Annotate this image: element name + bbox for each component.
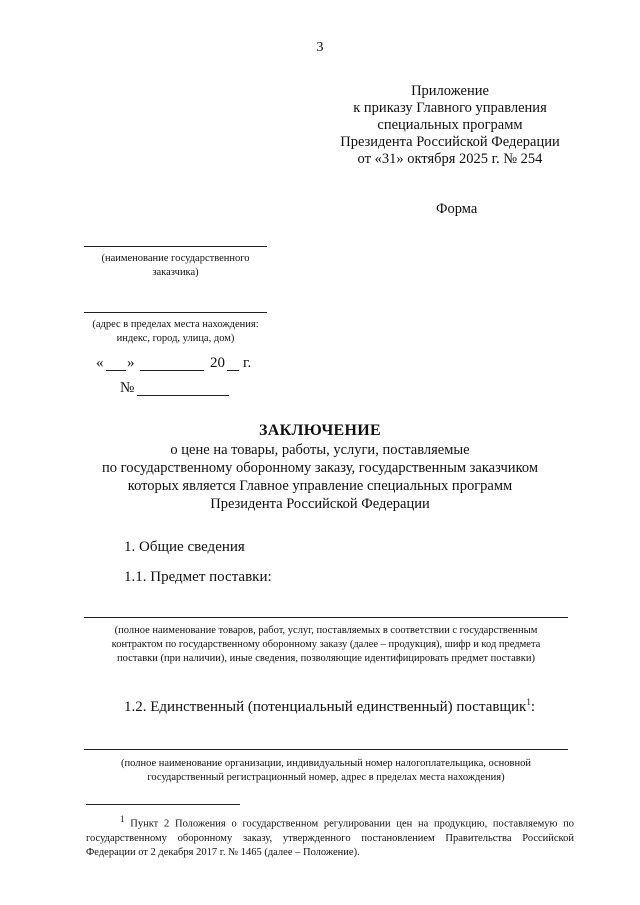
date-year-suffix: г. <box>243 355 252 371</box>
footnote-mark: 1 <box>120 814 125 824</box>
address-line <box>84 312 267 313</box>
appendix-line: Приложение <box>411 83 489 99</box>
date-field <box>96 355 266 375</box>
item-1-2-label: 1.2. Единственный (потенциальный единственный) поставщик$^1$: <box>124 697 535 715</box>
address-caption: (адрес в пределах места нахождения: индекс, город, улица, дом) <box>92 319 259 344</box>
customer-name-line <box>84 246 267 247</box>
supplier-caption: (полное наименование организации, индивидуальный номер налогоплательщика, основной государственный регистрационный номер, адрес в пределах места нахождения) <box>121 758 531 783</box>
number-blank <box>137 395 229 396</box>
date-day-blank <box>106 370 126 371</box>
appendix-line: Президента Российской Федерации <box>340 134 560 150</box>
date-open-quote: « <box>96 355 104 371</box>
appendix-line: от «31» октября 2025 г. № 254 <box>357 151 543 167</box>
form-label: Форма <box>436 201 478 217</box>
supplier-line <box>84 749 568 750</box>
document-title: ЗАКЛЮЧЕНИЕ <box>259 422 381 439</box>
date-month-blank <box>140 370 204 371</box>
appendix-block <box>330 83 570 168</box>
supply-subject-line <box>84 617 568 618</box>
supply-subject-caption: (полное наименование товаров, работ, услуг, поставляемых в соответствии с государственным контрактом по государственному оборонному заказу (далее – продукция), шифр и код предмета поставки (при наличии), иные сведения, позволяющие идентифицировать предмет поставки) <box>111 625 541 664</box>
footnote <box>86 812 574 860</box>
date-year-blank <box>227 370 239 371</box>
customer-caption: (наименование государственного заказчика) <box>101 253 250 278</box>
section-heading: 1. Общие сведения <box>124 539 245 555</box>
footnote-ref: 1 <box>526 697 531 707</box>
footnote-text: Пункт 2 Положения о государственном регулировании цен на продукцию, поставляемую по государственному оборонному заказу, утвержденного постановлением Правительства Российской Федерации от 2 декабря 2017 г. № 1465 (далее – Положение). <box>86 818 575 858</box>
item-1-1-label: 1.1. Предмет поставки: <box>124 569 272 585</box>
footnote-separator <box>86 804 240 805</box>
appendix-line: специальных программ <box>377 117 523 133</box>
number-label: № <box>120 380 135 396</box>
date-year-prefix: 20 <box>210 355 225 371</box>
date-close-quote: » <box>127 355 135 371</box>
appendix-line: к приказу Главного управления <box>353 100 547 116</box>
page-number: 3 <box>316 40 324 55</box>
document-subtitle: о цене на товары, работы, услуги, поставляемые по государственному оборонному заказу, государственным заказчиком которых является Главное управление специальных программ Президента Российской Федерации <box>101 442 539 512</box>
